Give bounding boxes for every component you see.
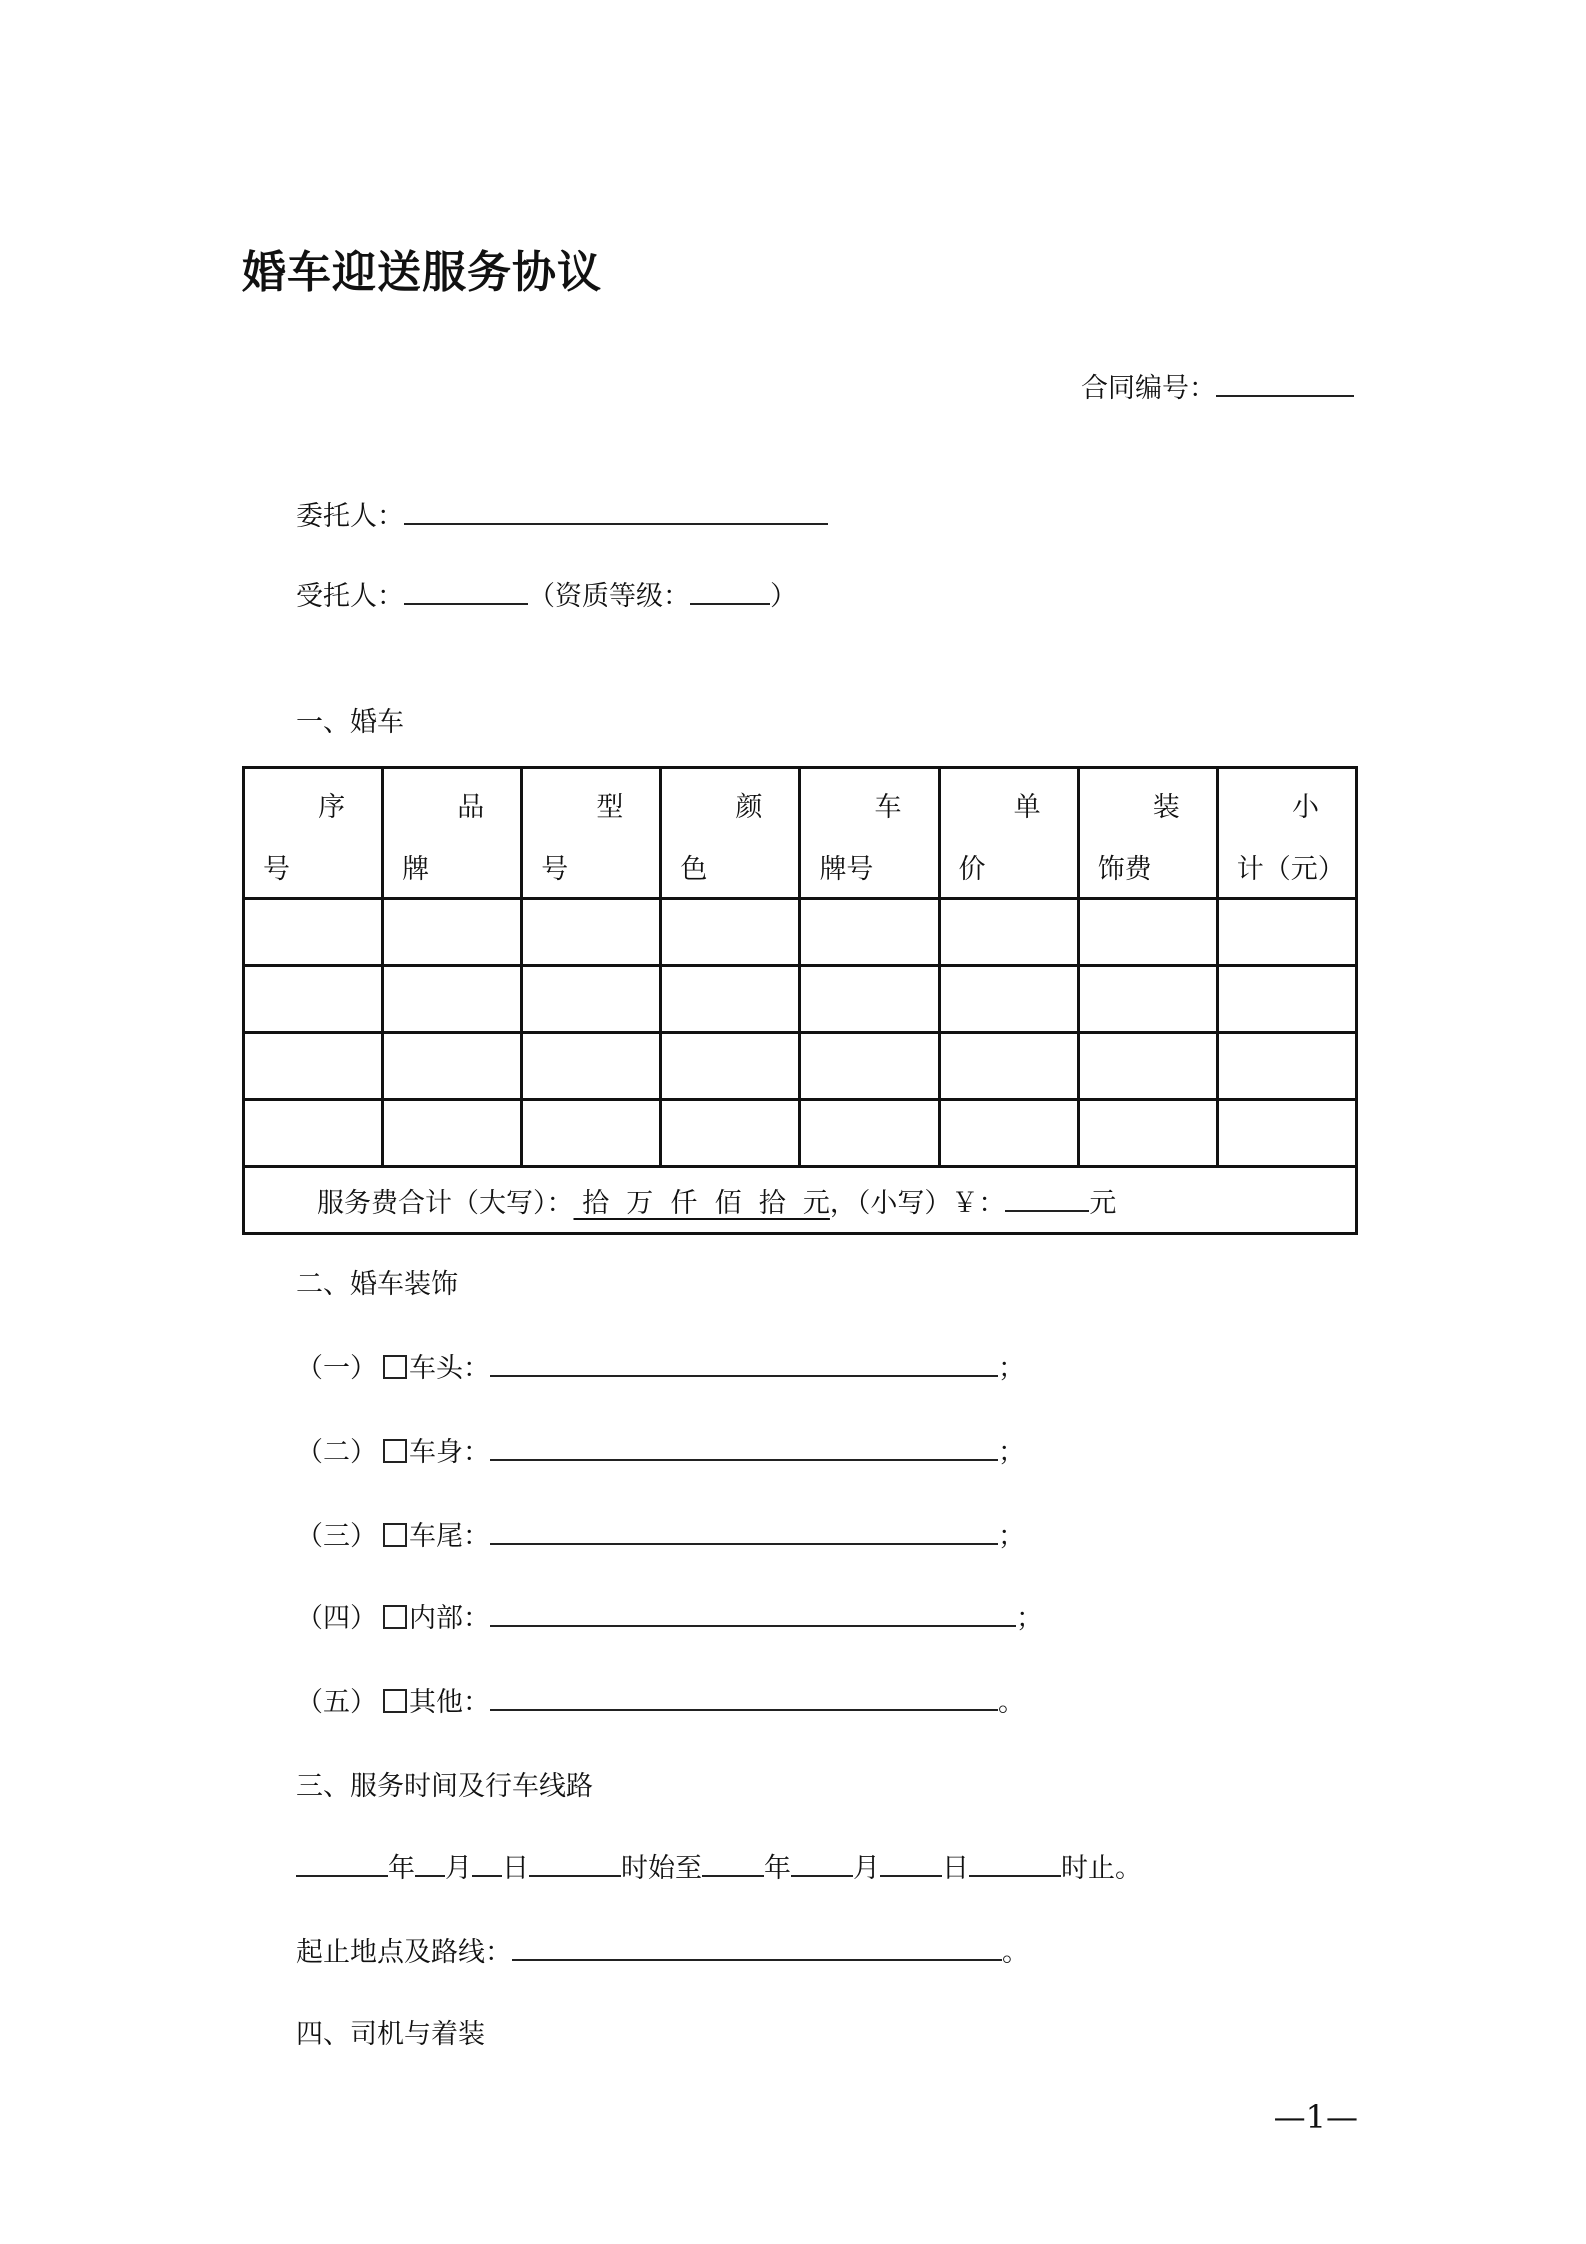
header-cell	[522, 768, 661, 899]
header-bottom: 色	[680, 854, 708, 885]
route-line	[296, 1930, 1029, 1969]
table-cell[interactable]	[522, 899, 661, 966]
checkbox[interactable]	[383, 1439, 407, 1463]
table-cell[interactable]	[939, 1033, 1078, 1100]
header-bottom: 号	[541, 854, 569, 885]
table-cell[interactable]	[522, 1033, 661, 1100]
header-cell	[244, 768, 383, 899]
header-cell	[800, 768, 939, 899]
qualification-blank[interactable]	[690, 575, 770, 605]
route-label: 起止地点及路线：	[296, 1937, 512, 1968]
end-hour-blank[interactable]	[969, 1847, 1061, 1877]
item-label: 其他：	[409, 1687, 490, 1718]
table-row	[244, 966, 1357, 1033]
table-cell[interactable]	[661, 966, 800, 1033]
end-year-blank[interactable]	[702, 1847, 764, 1877]
header-top: 品	[457, 792, 485, 823]
header-cell	[1078, 768, 1217, 899]
table-cell[interactable]	[1078, 1033, 1217, 1100]
header-top: 单	[1013, 792, 1041, 823]
principal-blank[interactable]	[404, 495, 828, 525]
agent-line	[296, 574, 797, 613]
table-cell[interactable]	[800, 966, 939, 1033]
table-cell[interactable]	[244, 966, 383, 1033]
route-end: 。	[1002, 1937, 1029, 1968]
table-cell[interactable]	[800, 1100, 939, 1167]
header-cell	[383, 768, 522, 899]
item-end: ；	[998, 1353, 1025, 1384]
page-number: —1—	[1273, 2098, 1358, 2136]
table-cell[interactable]	[1217, 1100, 1356, 1167]
table-cell[interactable]	[800, 899, 939, 966]
start-hour-blank[interactable]	[529, 1847, 621, 1877]
checkbox[interactable]	[383, 1605, 407, 1629]
section-4-heading: 四、司机与着装	[296, 2019, 485, 2050]
table-cell[interactable]	[244, 1033, 383, 1100]
time-unit: 日	[942, 1853, 969, 1884]
principal-label: 委托人：	[296, 501, 404, 532]
time-unit: 时始至	[621, 1853, 702, 1884]
contract-number-blank[interactable]	[1216, 367, 1354, 397]
decoration-blank[interactable]	[490, 1431, 998, 1461]
item-end: ；	[998, 1521, 1025, 1552]
decoration-item	[296, 1430, 1025, 1469]
table-cell[interactable]	[1217, 1033, 1356, 1100]
header-top: 装	[1152, 792, 1180, 823]
table-cell[interactable]	[1217, 899, 1356, 966]
decoration-blank[interactable]	[490, 1515, 998, 1545]
document-title: 婚车迎送服务协议	[242, 247, 602, 298]
item-number: （五）	[296, 1687, 377, 1718]
item-label: 车头：	[409, 1353, 490, 1384]
table-row	[244, 1033, 1357, 1100]
header-cell	[939, 768, 1078, 899]
table-row	[244, 899, 1357, 966]
decoration-blank[interactable]	[490, 1597, 1016, 1627]
table-cell[interactable]	[1078, 899, 1217, 966]
decoration-item	[296, 1346, 1025, 1385]
header-cell	[1217, 768, 1356, 899]
table-cell[interactable]	[1078, 1100, 1217, 1167]
start-month-blank[interactable]	[415, 1847, 445, 1877]
total-figure-blank[interactable]	[1005, 1182, 1089, 1212]
header-cell	[661, 768, 800, 899]
table-cell[interactable]	[939, 899, 1078, 966]
item-label: 内部：	[409, 1603, 490, 1634]
principal-line	[296, 494, 828, 533]
checkbox[interactable]	[383, 1689, 407, 1713]
header-top: 小	[1292, 792, 1319, 823]
total-in-words[interactable]: 拾 万 仟 佰 拾 元	[573, 1187, 830, 1219]
table-cell[interactable]	[383, 1033, 522, 1100]
table-cell[interactable]	[661, 1100, 800, 1167]
wedding-car-table	[242, 766, 1358, 1235]
end-day-blank[interactable]	[880, 1847, 942, 1877]
header-bottom: 计（元）	[1236, 854, 1345, 885]
time-unit: 月	[853, 1853, 880, 1884]
service-fee-total	[244, 1167, 1357, 1234]
table-total-row	[244, 1167, 1357, 1234]
table-cell[interactable]	[800, 1033, 939, 1100]
table-row	[244, 1100, 1357, 1167]
header-top: 序	[318, 792, 346, 823]
table-header-row	[244, 768, 1357, 899]
table-cell[interactable]	[939, 1100, 1078, 1167]
decoration-blank[interactable]	[490, 1347, 998, 1377]
table-cell[interactable]	[383, 1100, 522, 1167]
table-cell[interactable]	[522, 966, 661, 1033]
item-end: ；	[1016, 1603, 1043, 1634]
section-2-heading: 二、婚车装饰	[296, 1269, 458, 1300]
decoration-blank[interactable]	[490, 1681, 998, 1711]
item-end: 。	[998, 1687, 1025, 1718]
table-cell[interactable]	[383, 966, 522, 1033]
section-1-heading: 一、婚车	[296, 707, 404, 738]
time-unit: 日	[502, 1853, 529, 1884]
item-number: （二）	[296, 1437, 377, 1468]
start-year-blank[interactable]	[296, 1847, 388, 1877]
decoration-item	[296, 1514, 1025, 1553]
item-label: 车身：	[409, 1437, 490, 1468]
agent-label: 受托人：	[296, 581, 404, 612]
table-cell[interactable]	[522, 1100, 661, 1167]
section-3-heading: 三、服务时间及行车线路	[296, 1771, 593, 1802]
item-end: ；	[998, 1437, 1025, 1468]
item-number: （一）	[296, 1353, 377, 1384]
header-bottom: 牌	[402, 854, 430, 885]
table-cell[interactable]	[1217, 966, 1356, 1033]
checkbox[interactable]	[383, 1523, 407, 1547]
table-cell[interactable]	[244, 899, 383, 966]
decoration-item	[296, 1596, 1043, 1635]
table-cell[interactable]	[383, 899, 522, 966]
time-unit: 月	[445, 1853, 472, 1884]
start-day-blank[interactable]	[472, 1847, 502, 1877]
item-number: （三）	[296, 1521, 377, 1552]
contract-number-label: 合同编号：	[1081, 373, 1216, 404]
header-top: 型	[596, 792, 624, 823]
header-top: 颜	[735, 792, 763, 823]
table-cell[interactable]	[1078, 966, 1217, 1033]
table-cell[interactable]	[244, 1100, 383, 1167]
time-unit: 年	[388, 1853, 415, 1884]
header-bottom: 饰费	[1097, 854, 1152, 885]
header-top: 车	[874, 792, 902, 823]
total-prefix: 服务费合计（大写）：	[317, 1187, 574, 1219]
total-middle: ，（小写）￥：	[829, 1187, 1006, 1219]
service-time-line	[296, 1846, 1142, 1885]
item-label: 车尾：	[409, 1521, 490, 1552]
time-unit: 年	[764, 1853, 791, 1884]
header-bottom: 牌号	[819, 854, 874, 885]
qualification-label: （资质等级：	[528, 581, 690, 612]
table-cell[interactable]	[661, 899, 800, 966]
agent-blank[interactable]	[404, 575, 528, 605]
route-blank[interactable]	[512, 1931, 1002, 1961]
table-cell[interactable]	[661, 1033, 800, 1100]
item-number: （四）	[296, 1603, 377, 1634]
contract-number-line	[1081, 366, 1354, 405]
qualification-close: ）	[770, 581, 797, 612]
time-unit: 时止。	[1061, 1853, 1142, 1884]
header-bottom: 价	[958, 854, 986, 885]
total-suffix: 元	[1089, 1187, 1117, 1219]
decoration-item	[296, 1680, 1025, 1719]
header-bottom: 号	[263, 854, 290, 885]
table-cell[interactable]	[939, 966, 1078, 1033]
end-month-blank[interactable]	[791, 1847, 853, 1877]
checkbox[interactable]	[383, 1355, 407, 1379]
